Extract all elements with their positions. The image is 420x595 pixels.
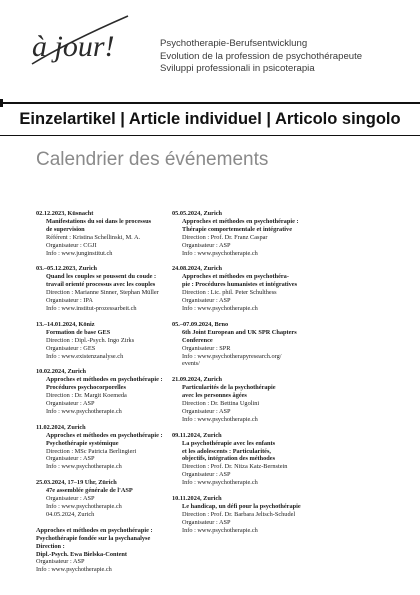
event-date: 05.05.2024, Zurich <box>172 210 223 217</box>
subtitle-line-it: Sviluppi professionali in psicoterapia <box>160 63 315 74</box>
event-date: 24.08.2024, Zurich <box>172 265 223 273</box>
event-detail: Organisateur : GES <box>46 344 96 352</box>
event-detail: Organisateur : ASP <box>182 518 231 526</box>
journal-logo <box>28 12 148 82</box>
event-title: Dipl.-Psych. Ewa Bielska-Content <box>36 550 127 558</box>
event-detail: Info : www.psychotherapie.ch <box>182 526 258 534</box>
event-date: 21.09.2024, Zurich <box>172 376 223 384</box>
event-detail: Direction : Prof. Dr. Nitza Katz-Bernstein <box>182 463 288 471</box>
event-detail: Info : www.psychotherapie.ch <box>46 503 122 510</box>
event-detail: Organisateur : ASP <box>36 558 85 566</box>
event-title: Manifestations du soi dans le processus <box>46 217 152 225</box>
event-title: Procédures psychocorporelles <box>46 384 126 392</box>
bottom-rule <box>0 135 420 136</box>
event-title: Quand les couples se poussent du coude : <box>46 273 157 281</box>
events-column-right <box>172 210 332 543</box>
event-title: pie : Procédures humanistes et intégratives <box>182 281 298 289</box>
subtitle-line-de: Psychotherapie-Berufsentwicklung <box>160 38 308 49</box>
event-detail: Info : www.psychotherapie.ch <box>182 304 258 312</box>
event-detail: 04.05.2024, Zurich <box>46 510 95 518</box>
subtitle-line-fr: Evolution de la profession de psychothérapeute <box>160 50 363 62</box>
event-title: Particularités de la psychothérapie <box>182 384 276 392</box>
event-entry <box>36 527 186 574</box>
event-detail: Direction : MSc Patricia Berlingieri <box>46 447 137 455</box>
event-title: Approches et méthodes en psychothéra- <box>182 273 289 281</box>
event-date: 02.12.2023, Küsnacht <box>36 210 94 217</box>
event-title: 6th Joint European and UK SPR Chapters <box>182 328 297 336</box>
section-title: Calendrier des événements <box>36 149 269 170</box>
event-title: La psychothérapie avec les enfants <box>182 439 276 447</box>
event-detail: Organisateur : ASP <box>46 455 95 463</box>
event-entry <box>36 265 186 312</box>
event-detail: Info : www.psychotherapie.ch <box>182 249 258 257</box>
event-detail: Info : www.psychotherapie.ch <box>36 566 112 574</box>
event-detail: Organisateur : ASP <box>182 297 231 305</box>
event-title: avec les personnes âgées <box>182 392 247 400</box>
event-title: Direction : <box>36 542 65 550</box>
event-detail: Direction : Dr. Bettina Ugolini <box>182 400 260 408</box>
event-detail: Info : www.psychotherapie.ch <box>46 463 122 471</box>
event-entry <box>36 210 186 257</box>
event-title: Approches et méthodes en psychothérapie : <box>182 217 299 225</box>
logo-text: à jour! <box>32 30 115 63</box>
event-detail: Organisateur : ASP <box>182 471 231 479</box>
event-entry <box>172 376 332 423</box>
event-entry <box>172 265 332 312</box>
event-title: de supervision <box>46 225 85 233</box>
event-detail: Direction : Lic. phil. Peter Schulthess <box>182 289 277 297</box>
event-title: travail orienté processus avec les couples <box>46 281 156 289</box>
event-title: Conference <box>182 336 213 344</box>
event-entry <box>36 479 186 519</box>
event-detail: Direction : Marianne Sinner, Stephan Müller <box>46 289 159 297</box>
event-detail: Info : www.psychotherapyresearch.org/ <box>182 352 282 360</box>
event-date: 13.–14.01.2024, Köniz <box>36 320 95 328</box>
event-date: 10.02.2024, Zurich <box>36 368 87 376</box>
event-detail: Organisateur : SPR <box>182 344 231 352</box>
event-detail: Organisateur : ASP <box>182 241 231 249</box>
event-date: 25.03.2024, 17–19 Uhr, Zürich <box>36 479 117 487</box>
event-title: Psychothérapie systémique <box>46 439 119 447</box>
event-entry <box>172 321 332 368</box>
journal-subtitle <box>160 38 415 76</box>
event-detail: Info : www.institut-prozessarbeit.ch <box>46 304 137 312</box>
event-detail: events/ <box>182 360 200 368</box>
event-title: Approches et méthodes en psychothérapie : <box>46 431 163 439</box>
event-entry <box>172 432 332 487</box>
event-title: Psychothérapie fondée sur la psychanalyse <box>36 534 151 542</box>
events-column-left <box>36 210 186 582</box>
event-entry <box>36 424 186 471</box>
event-title: 47e assemblée générale de l'ASP <box>46 487 133 495</box>
event-detail: Organisateur : ASP <box>182 407 231 415</box>
event-title: Approches et méthodes en psychothérapie : <box>46 376 163 384</box>
event-date: 09.11.2024, Zurich <box>172 431 222 439</box>
top-rule <box>0 102 420 104</box>
event-date: 11.02.2024, Zurich <box>36 423 86 431</box>
event-detail: Organisateur : IPA <box>46 297 93 305</box>
event-entry <box>36 321 186 361</box>
event-title: Le handicap, un défi pour la psychothérapie <box>182 503 301 510</box>
event-detail: Info : www.psychotherapie.ch <box>182 415 258 423</box>
event-title: Approches et méthodes en psychothérapie : <box>36 526 153 534</box>
top-rule-mark <box>0 99 3 107</box>
event-detail: Organisateur : ASP <box>46 400 95 408</box>
event-title: Formation de base GES <box>46 328 111 336</box>
event-title: et les adolescents : Particularités, <box>182 447 272 455</box>
event-date: 10.11.2024, Zurich <box>172 495 222 503</box>
event-detail: Direction : Prof. Dr. Barbara Jeltsch-Schudel <box>182 510 296 518</box>
event-detail: Direction : Dipl.-Psych. Ingo Zirks <box>46 336 135 344</box>
article-title: Einzelartikel | Article individuel | Articolo singolo <box>19 110 401 128</box>
event-entry <box>172 210 332 257</box>
event-entry <box>36 368 186 415</box>
event-detail: Direction : Dr. Margit Koemeda <box>46 392 127 400</box>
event-date: 05.–07.09.2024, Brno <box>172 320 229 328</box>
event-detail: Info : www.psychotherapie.ch <box>182 479 258 487</box>
event-detail: Organisateur : CGJI <box>46 241 97 249</box>
event-date: 03.–05.12.2023, Zurich <box>36 265 98 273</box>
event-detail: Organisateur : ASP <box>46 495 95 503</box>
event-detail: Direction : Prof. Dr. Franz Caspar <box>182 233 268 241</box>
event-title: Thérapie comportementale et intégrative <box>182 225 292 233</box>
event-title: objectifs, intégration des méthodes <box>182 455 276 463</box>
event-detail: Référent : Kristina Schellinski, M. A. <box>46 233 141 241</box>
event-entry <box>172 495 332 535</box>
event-detail: Info : www.existenzanalyse.ch <box>46 352 124 360</box>
event-detail: Info : www.psychotherapie.ch <box>46 407 122 415</box>
event-detail: Info : www.junginstitut.ch <box>46 249 113 257</box>
